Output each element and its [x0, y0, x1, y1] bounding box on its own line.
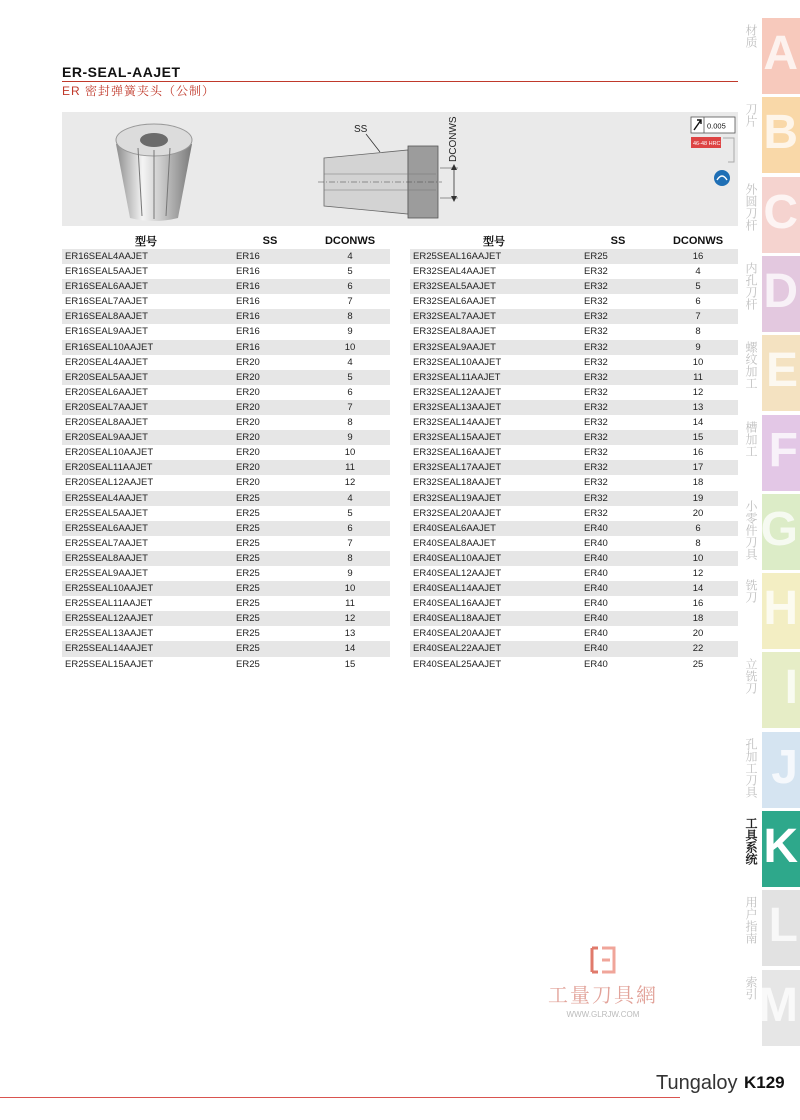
table-row	[62, 324, 390, 339]
cell-ss: ER32	[584, 266, 608, 278]
section-tab-label: 槽加工	[744, 420, 758, 457]
section-tab-f[interactable]	[762, 415, 800, 491]
section-tab-label: 刀片	[744, 103, 758, 128]
collet-drawing	[318, 114, 468, 226]
cell-ss: ER16	[230, 309, 310, 324]
table-row	[410, 566, 738, 581]
cell-model: ER25SEAL9AAJET	[65, 567, 148, 579]
section-tab-h[interactable]	[762, 573, 800, 649]
table-row	[410, 415, 738, 430]
cell-dconws: 6	[347, 386, 353, 398]
section-tab-j[interactable]	[762, 732, 800, 808]
section-tab-m[interactable]	[758, 970, 800, 1046]
table-row	[62, 294, 390, 309]
table-row	[62, 551, 390, 566]
cell-dconws: 7	[310, 400, 390, 415]
cell-ss: ER32	[584, 356, 608, 368]
cell-model: ER32SEAL10AAJET	[413, 356, 502, 368]
section-tab-i[interactable]	[762, 652, 800, 728]
cell-model: ER32SEAL8AAJET	[413, 326, 496, 338]
cell-model: ER25SEAL4AAJET	[62, 491, 230, 506]
spec-icons	[690, 116, 736, 196]
section-tab-label: 孔加工刀具	[744, 737, 758, 798]
cell-ss: ER32	[584, 447, 608, 459]
section-tab-l[interactable]	[762, 890, 800, 966]
page-title: ER-SEAL-AAJET	[62, 64, 181, 80]
cell-ss: ER20	[236, 356, 260, 368]
cell-model: ER25SEAL12AAJET	[62, 611, 230, 626]
cell-dconws: 16	[658, 249, 738, 264]
section-tab-label: 小零件刀具	[744, 499, 758, 560]
cell-model: ER25SEAL16AAJET	[410, 249, 578, 264]
cell-ss: ER40	[578, 551, 658, 566]
cell-dconws: 14	[692, 417, 704, 429]
table-row	[62, 581, 390, 596]
table-row	[410, 551, 738, 566]
watermark-url: WWW.GLRJW.COM	[566, 1010, 640, 1019]
cell-dconws: 5	[658, 279, 738, 294]
cell-ss: ER16	[236, 326, 260, 338]
cell-ss: ER25	[230, 641, 310, 656]
section-tab-letter: A	[763, 27, 798, 80]
cell-model: ER20SEAL8AAJET	[65, 417, 148, 429]
table-row	[410, 611, 738, 626]
cell-ss: ER32	[584, 386, 608, 398]
cell-ss: ER25	[236, 567, 260, 579]
table-row	[410, 657, 738, 672]
section-tab-label: 铣刀	[744, 579, 758, 604]
cell-ss: ER16	[236, 296, 260, 308]
cell-dconws: 14	[310, 641, 390, 656]
cell-model: ER25SEAL7AAJET	[65, 537, 148, 549]
cell-dconws: 4	[695, 266, 701, 278]
cell-model: ER20SEAL4AAJET	[65, 356, 148, 368]
cell-model: ER16SEAL4AAJET	[62, 249, 230, 264]
table-row	[62, 445, 390, 460]
cell-dconws: 8	[310, 551, 390, 566]
table-row	[410, 400, 738, 415]
section-tab-label: 工具系统	[744, 817, 758, 865]
cell-ss: ER20	[236, 386, 260, 398]
cell-ss: ER25	[230, 611, 310, 626]
watermark	[538, 946, 668, 1019]
cell-model: ER32SEAL7AAJET	[410, 309, 578, 324]
cell-model: ER32SEAL5AAJET	[410, 279, 578, 294]
footer-rule	[0, 1097, 680, 1098]
watermark-logo-icon	[588, 946, 618, 974]
table-row	[62, 385, 390, 400]
cell-ss: ER25	[236, 658, 260, 670]
cell-ss: ER25	[236, 598, 260, 610]
spec-table-right	[410, 233, 738, 672]
cell-model: ER32SEAL12AAJET	[413, 386, 502, 398]
cell-dconws: 9	[658, 340, 738, 355]
cell-dconws: 9	[347, 567, 353, 579]
cell-model: ER20SEAL12AAJET	[65, 477, 154, 489]
cell-model: ER20SEAL9AAJET	[62, 430, 230, 445]
cell-dconws: 12	[692, 567, 704, 579]
cell-dconws: 13	[658, 400, 738, 415]
cell-dconws: 20	[692, 507, 704, 519]
col-header-dconws: DCONWS	[672, 235, 724, 247]
table-row	[62, 264, 390, 279]
runout-value: 0.005	[707, 121, 726, 131]
collet-photo	[108, 118, 200, 222]
table-row	[62, 596, 390, 611]
cell-dconws: 18	[692, 477, 704, 489]
section-tab-a[interactable]	[762, 18, 800, 94]
table-row	[410, 581, 738, 596]
cell-ss: ER20	[236, 417, 260, 429]
cell-dconws: 7	[658, 309, 738, 324]
cell-dconws: 22	[658, 641, 738, 656]
watermark-name: 工量刀具網	[548, 985, 658, 1007]
cell-model: ER32SEAL15AAJET	[410, 430, 578, 445]
table-header-row	[410, 233, 738, 249]
section-tab-c[interactable]	[762, 177, 800, 253]
table-header-row	[62, 233, 390, 249]
table-row	[62, 430, 390, 445]
cell-dconws: 15	[658, 430, 738, 445]
cell-ss: ER32	[578, 491, 658, 506]
cell-model: ER40SEAL10AAJET	[410, 551, 578, 566]
brand-name: Tungaloy	[656, 1072, 738, 1094]
coolant-icon	[723, 138, 734, 162]
section-tab-label: 材质	[744, 24, 758, 48]
cell-dconws: 8	[695, 326, 701, 338]
table-row	[410, 355, 738, 370]
cell-model: ER32SEAL14AAJET	[413, 417, 502, 429]
table-row	[410, 249, 738, 264]
cell-ss: ER32	[584, 477, 608, 489]
section-tab-label: 用户指南	[744, 896, 758, 945]
table-row	[62, 491, 390, 506]
table-row	[62, 460, 390, 475]
cell-ss: ER25	[236, 628, 260, 640]
cell-dconws: 8	[695, 537, 701, 549]
cell-model: ER32SEAL13AAJET	[410, 400, 578, 415]
section-tab-d[interactable]	[762, 256, 800, 332]
cell-ss: ER25	[236, 537, 260, 549]
cell-dconws: 12	[310, 611, 390, 626]
section-tab-letter: C	[763, 185, 798, 239]
cell-ss: ER16	[230, 340, 310, 355]
cell-ss: ER20	[236, 477, 260, 489]
table-row	[410, 279, 738, 294]
section-tab-letter: H	[763, 582, 798, 636]
section-tab-letter: M	[758, 978, 798, 1032]
cell-dconws: 7	[347, 296, 353, 308]
cell-ss: ER20	[230, 430, 310, 445]
table-row	[410, 385, 738, 400]
table-row	[410, 370, 738, 385]
cell-ss: ER32	[578, 279, 658, 294]
cell-model: ER25SEAL6AAJET	[62, 521, 230, 536]
cell-ss: ER16	[236, 266, 260, 278]
section-tab-letter: J	[771, 740, 798, 794]
cell-ss: ER25	[230, 581, 310, 596]
cell-model: ER25SEAL13AAJET	[65, 628, 154, 640]
cell-dconws: 15	[344, 658, 356, 670]
cell-ss: ER25	[230, 551, 310, 566]
page-number: K129	[744, 1073, 785, 1092]
section-tab-label: 螺纹加工	[744, 341, 758, 390]
cell-model: ER16SEAL8AAJET	[62, 309, 230, 324]
table-row	[62, 370, 390, 385]
cell-model: ER32SEAL6AAJET	[413, 296, 496, 308]
cell-dconws: 6	[310, 279, 390, 294]
section-tab-b[interactable]	[762, 97, 800, 173]
cell-model: ER20SEAL11AAJET	[62, 460, 230, 475]
cell-dconws: 12	[692, 386, 704, 398]
label-ss: SS	[354, 124, 368, 135]
section-tab-e[interactable]	[762, 335, 800, 411]
cell-model: ER20SEAL5AAJET	[62, 370, 230, 385]
cell-ss: ER40	[584, 658, 608, 670]
cell-dconws: 5	[310, 370, 390, 385]
spec-table-left	[62, 233, 390, 672]
table-row	[410, 430, 738, 445]
cell-ss: ER25	[230, 521, 310, 536]
cell-model: ER32SEAL18AAJET	[413, 477, 502, 489]
cell-ss: ER20	[230, 460, 310, 475]
table-row	[62, 279, 390, 294]
table-row	[410, 340, 738, 355]
section-tab-g[interactable]	[762, 494, 800, 570]
table-row	[410, 324, 738, 339]
cell-ss: ER32	[584, 326, 608, 338]
cell-ss: ER16	[230, 279, 310, 294]
section-tab-letter: F	[768, 423, 798, 477]
section-tab-letter: G	[760, 502, 798, 556]
cell-ss: ER40	[584, 598, 608, 610]
cell-dconws: 10	[344, 447, 356, 459]
section-tab-letter: B	[763, 106, 798, 160]
table-row	[62, 657, 390, 672]
page-subtitle: ER 密封弹簧夹头（公制）	[62, 84, 216, 98]
coolant-through-icon	[714, 170, 730, 186]
cell-model: ER40SEAL12AAJET	[413, 567, 502, 579]
cell-model: ER32SEAL19AAJET	[410, 491, 578, 506]
table-row	[410, 309, 738, 324]
table-row	[62, 566, 390, 581]
cell-model: ER25SEAL14AAJET	[62, 641, 230, 656]
cell-dconws: 5	[347, 507, 353, 519]
cell-dconws: 11	[310, 460, 390, 475]
cell-model: ER16SEAL6AAJET	[62, 279, 230, 294]
cell-dconws: 11	[658, 370, 738, 385]
table-row	[410, 460, 738, 475]
cell-ss: ER32	[584, 507, 608, 519]
section-tab-label: 索引	[744, 975, 758, 1000]
table-row	[410, 596, 738, 611]
cell-ss: ER20	[230, 370, 310, 385]
cell-ss: ER32	[578, 400, 658, 415]
cell-model: ER25SEAL8AAJET	[62, 551, 230, 566]
cell-dconws: 4	[310, 491, 390, 506]
table-row	[410, 294, 738, 309]
cell-model: ER25SEAL10AAJET	[62, 581, 230, 596]
table-row	[62, 475, 390, 490]
cell-ss: ER40	[578, 611, 658, 626]
cell-ss: ER40	[584, 567, 608, 579]
cell-dconws: 19	[658, 491, 738, 506]
cell-dconws: 16	[692, 598, 704, 610]
table-body-right	[410, 249, 738, 672]
cell-model: ER40SEAL18AAJET	[410, 611, 578, 626]
table-row	[410, 626, 738, 641]
cell-ss: ER32	[578, 370, 658, 385]
section-tab-letter: L	[768, 899, 798, 953]
table-row	[62, 249, 390, 264]
cell-model: ER16SEAL9AAJET	[65, 326, 148, 338]
table-row	[410, 641, 738, 656]
section-tab-label: 立铣刀	[744, 658, 758, 695]
col-header-ss: SS	[262, 235, 278, 247]
cell-dconws: 7	[347, 537, 353, 549]
cell-model: ER25SEAL15AAJET	[65, 658, 154, 670]
table-row	[62, 506, 390, 521]
cell-model: ER40SEAL22AAJET	[410, 641, 578, 656]
cell-model: ER32SEAL9AAJET	[410, 340, 578, 355]
cell-dconws: 18	[658, 611, 738, 626]
cell-dconws: 10	[658, 551, 738, 566]
table-row	[62, 521, 390, 536]
cell-ss: ER32	[584, 417, 608, 429]
cell-dconws: 9	[347, 326, 353, 338]
table-row	[62, 611, 390, 626]
cell-model: ER40SEAL20AAJET	[413, 628, 502, 640]
cell-ss: ER32	[578, 340, 658, 355]
col-header-model: 型号	[135, 236, 157, 248]
section-tab-letter: D	[763, 264, 798, 318]
cell-ss: ER40	[584, 537, 608, 549]
cell-ss: ER25	[236, 507, 260, 519]
cell-dconws: 16	[692, 447, 704, 459]
cell-dconws: 17	[658, 460, 738, 475]
cell-dconws: 5	[347, 266, 353, 278]
section-tab-label: 内孔刀杆	[744, 261, 758, 310]
cell-dconws: 10	[310, 581, 390, 596]
cell-model: ER25SEAL5AAJET	[65, 507, 148, 519]
cell-ss: ER32	[578, 460, 658, 475]
cell-dconws: 8	[347, 417, 353, 429]
cell-dconws: 6	[310, 521, 390, 536]
cell-dconws: 25	[692, 658, 704, 670]
cell-ss: ER32	[578, 430, 658, 445]
cell-model: ER32SEAL17AAJET	[410, 460, 578, 475]
cell-dconws: 12	[344, 477, 356, 489]
cell-model: ER32SEAL4AAJET	[413, 266, 496, 278]
cell-dconws: 11	[345, 598, 355, 610]
hardness-value: 46-48 HRC	[693, 141, 721, 147]
label-dconws: DCONWS	[448, 116, 459, 162]
cell-dconws: 13	[344, 628, 356, 640]
cell-dconws: 9	[310, 430, 390, 445]
cell-ss: ER40	[578, 581, 658, 596]
cell-ss: ER40	[578, 641, 658, 656]
cell-dconws: 6	[658, 521, 738, 536]
section-tab-label: 外圆刀杆	[744, 182, 758, 231]
cell-model: ER20SEAL10AAJET	[65, 447, 154, 459]
cell-model: ER40SEAL16AAJET	[413, 598, 502, 610]
cell-ss: ER25	[230, 491, 310, 506]
cell-model: ER40SEAL8AAJET	[413, 537, 496, 549]
cell-ss: ER32	[578, 309, 658, 324]
table-row	[410, 491, 738, 506]
cell-dconws: 20	[692, 628, 704, 640]
table-row	[62, 309, 390, 324]
cell-model: ER25SEAL11AAJET	[65, 598, 153, 610]
cell-ss: ER40	[578, 521, 658, 536]
table-row	[62, 415, 390, 430]
table-row	[410, 445, 738, 460]
cell-dconws: 10	[310, 340, 390, 355]
table-row	[62, 400, 390, 415]
table-row	[62, 340, 390, 355]
cell-model: ER16SEAL10AAJET	[62, 340, 230, 355]
table-row	[62, 355, 390, 370]
cell-dconws: 8	[310, 309, 390, 324]
cell-dconws: 6	[695, 296, 701, 308]
cell-ss: ER32	[584, 296, 608, 308]
cell-model: ER32SEAL11AAJET	[410, 370, 578, 385]
cell-dconws: 4	[310, 249, 390, 264]
cell-dconws: 4	[347, 356, 353, 368]
section-tab-k[interactable]	[762, 811, 800, 887]
table-row	[410, 536, 738, 551]
cell-ss: ER20	[236, 447, 260, 459]
table-row	[410, 521, 738, 536]
section-tab-letter: I	[784, 661, 798, 715]
cell-ss: ER20	[230, 400, 310, 415]
cell-ss: ER25	[578, 249, 658, 264]
table-row	[62, 641, 390, 656]
cell-dconws: 10	[692, 356, 704, 368]
table-row	[410, 506, 738, 521]
cell-model: ER40SEAL6AAJET	[410, 521, 578, 536]
table-row	[62, 536, 390, 551]
col-header-model: 型号	[483, 236, 505, 248]
cell-model: ER32SEAL16AAJET	[413, 447, 502, 459]
table-body-left	[62, 249, 390, 672]
col-header-ss: SS	[610, 235, 626, 247]
cell-model: ER16SEAL7AAJET	[65, 296, 148, 308]
cell-model: ER32SEAL20AAJET	[413, 507, 502, 519]
cell-model: ER20SEAL6AAJET	[65, 386, 148, 398]
table-row	[410, 475, 738, 490]
col-header-dconws: DCONWS	[324, 235, 376, 247]
cell-ss: ER40	[584, 628, 608, 640]
cell-model: ER40SEAL25AAJET	[413, 658, 502, 670]
cell-dconws: 14	[658, 581, 738, 596]
cell-ss: ER16	[230, 249, 310, 264]
cell-model: ER20SEAL7AAJET	[62, 400, 230, 415]
section-tab-letter: K	[763, 820, 798, 873]
table-row	[62, 626, 390, 641]
cell-model: ER40SEAL14AAJET	[410, 581, 578, 596]
section-tab-letter: E	[765, 344, 798, 398]
table-row	[410, 264, 738, 279]
cell-model: ER16SEAL5AAJET	[65, 266, 148, 278]
